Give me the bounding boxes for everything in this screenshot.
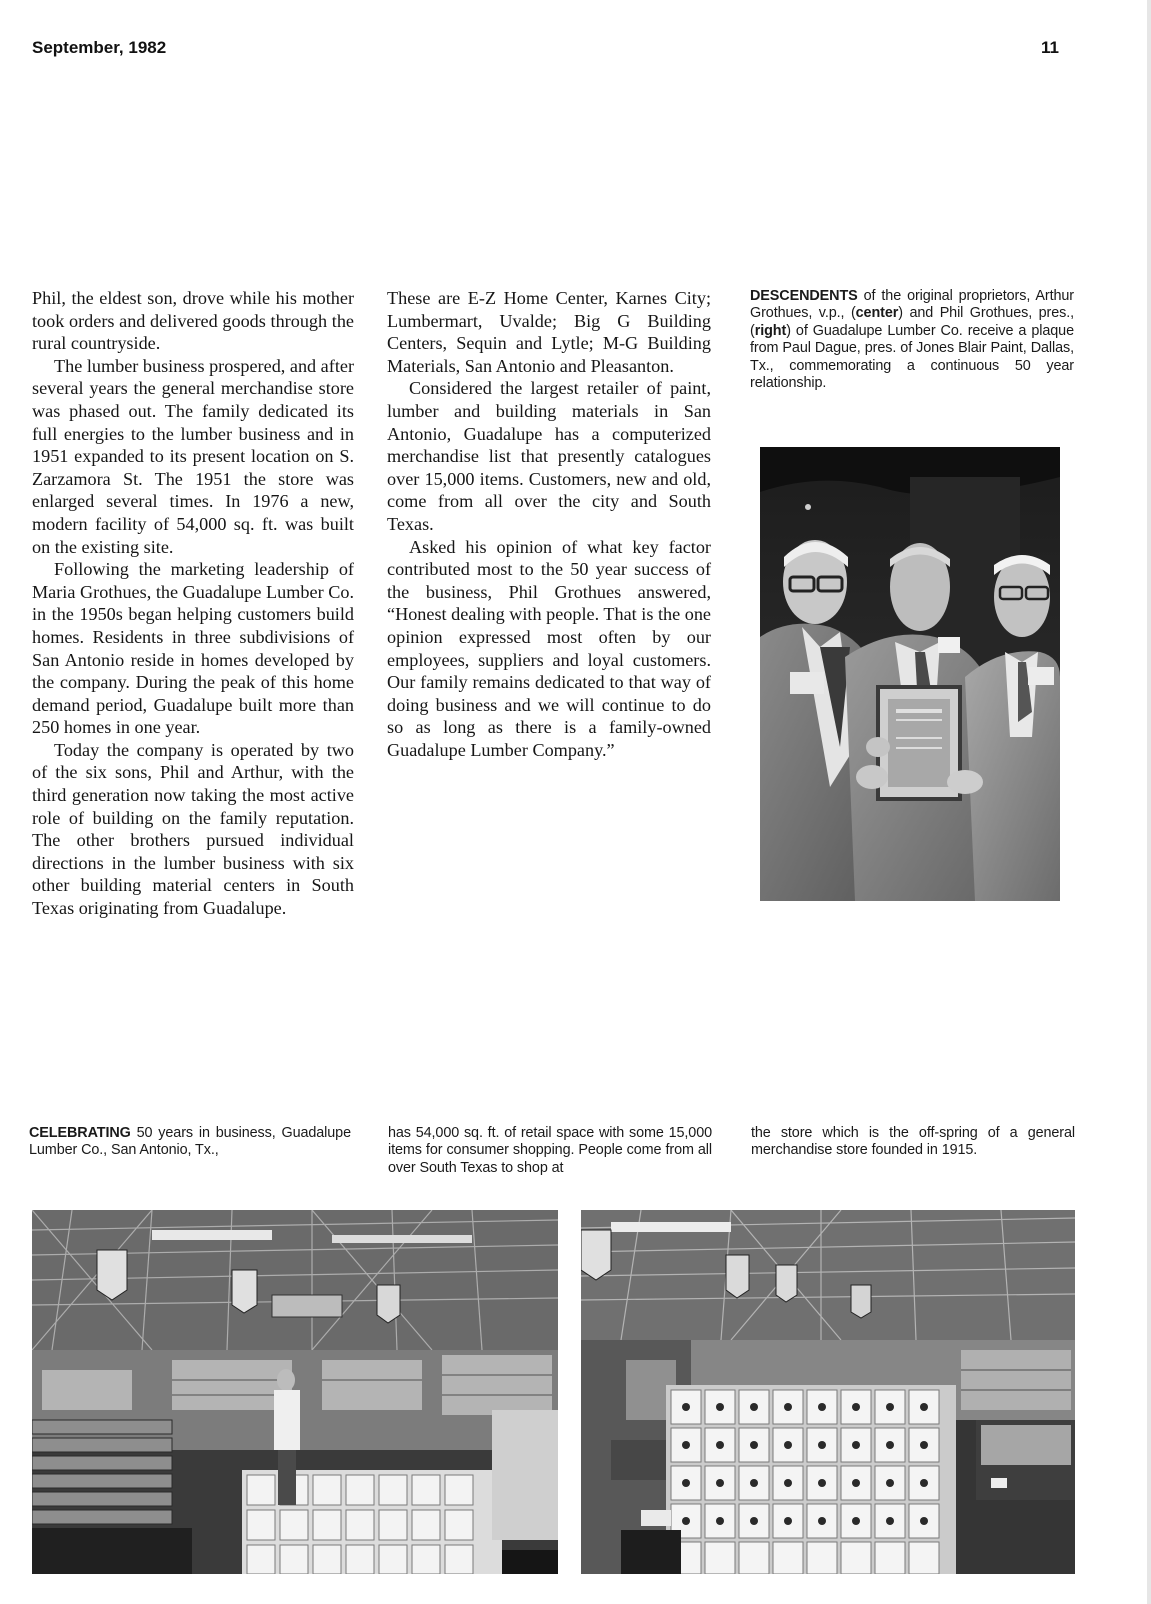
issue-date: September, 1982: [32, 38, 167, 57]
photo-caption-plaque: [750, 288, 1074, 392]
caption-lead: DESCENDENTS: [750, 288, 858, 304]
caption-text: 50 years in business, Guadalupe Lumber Co., San Antonio, Tx.,: [29, 1125, 351, 1159]
article-column-1: [32, 287, 354, 920]
photo-caption-store-3: the store which is the off-spring of a general merchandise store founded in 1915.: [751, 1125, 1075, 1159]
paragraph: Phil, the eldest son, drove while his mother took orders and delivered goods through the rural countryside.: [32, 288, 354, 354]
caption-bold: center: [855, 305, 899, 322]
paragraph: The lumber business prospered, and after several years the general merchandise store was phased out. The family dedicated its full energies to the lumber business and in 1951 expanded to its present location on S. Zarzamora St. The 1951 the store was enlarged several times. In 1976 a new, modern facility of 54,000 sq. ft. was built on the existing site.: [32, 355, 354, 557]
caption-text: ) and Phil Grothues, pres., (: [750, 305, 1075, 339]
paragraph: Following the marketing leadership of Maria Grothues, the Guadalupe Lumber Co. in the 1950s began helping customers build homes. Residents in three subdivisions of San Antonio reside in homes developed by the company. During the peak of this home demand period, Guadalupe built more than 250 homes in one year.: [32, 559, 354, 738]
photo-caption-store-2: has 54,000 sq. ft. of retail space with some 15,000 items for consumer shopping. People come from all over South Texas to shop at: [388, 1125, 712, 1176]
caption-text: ) of Guadalupe Lumber Co. receive a plaque from Paul Dague, pres. of Jones Blair Paint, Dallas, Tx., commemorating a continuous 50 year relationship.: [750, 322, 1074, 392]
paragraph: Asked his opinion of what key factor contributed most to the 50 year success of the business, Phil Grothues answered, “Honest dealing with people. That is the one opinion expressed most often by our employees, suppliers and loyal customers. Our family remains dedicated to that way of doing business and we will continue to do so as long as there is a family-owned Guadalupe Lumber Company.”: [387, 536, 711, 760]
paragraph: Considered the largest retailer of paint, lumber and building materials in San Antonio, Guadalupe has a computerized merchandise list that presently catalogues over 15,000 items. Customers, new and old, come from all over the city and South Texas.: [387, 378, 711, 534]
caption-lead: CELEBRATING: [29, 1125, 131, 1141]
page-edge: [1147, 0, 1151, 1604]
paragraph: These are E-Z Home Center, Karnes City; Lumbermart, Uvalde; Big G Building Centers, Sequin and Lytle; M-G Building Materials, San Antonio and Pleasanton.: [387, 288, 711, 376]
photo-caption-store-1: [29, 1125, 351, 1160]
caption-text: of the original proprietors, Arthur Grothues, v.p., (: [750, 288, 1074, 322]
store-interior-photo-left: [32, 1210, 558, 1574]
article-column-2: [387, 287, 711, 761]
plaque-presentation-photo: [760, 447, 1060, 901]
page-number: 11: [1041, 38, 1059, 57]
store-interior-photo-right: [581, 1210, 1075, 1574]
paragraph: Today the company is operated by two of the six sons, Phil and Arthur, with the third generation now taking the most active role of building on the family reputation. The other brothers pursued individual directions in the lumber business with six other building material centers in South Texas originating from Guadalupe.: [32, 739, 354, 919]
caption-bold: right: [754, 322, 787, 339]
